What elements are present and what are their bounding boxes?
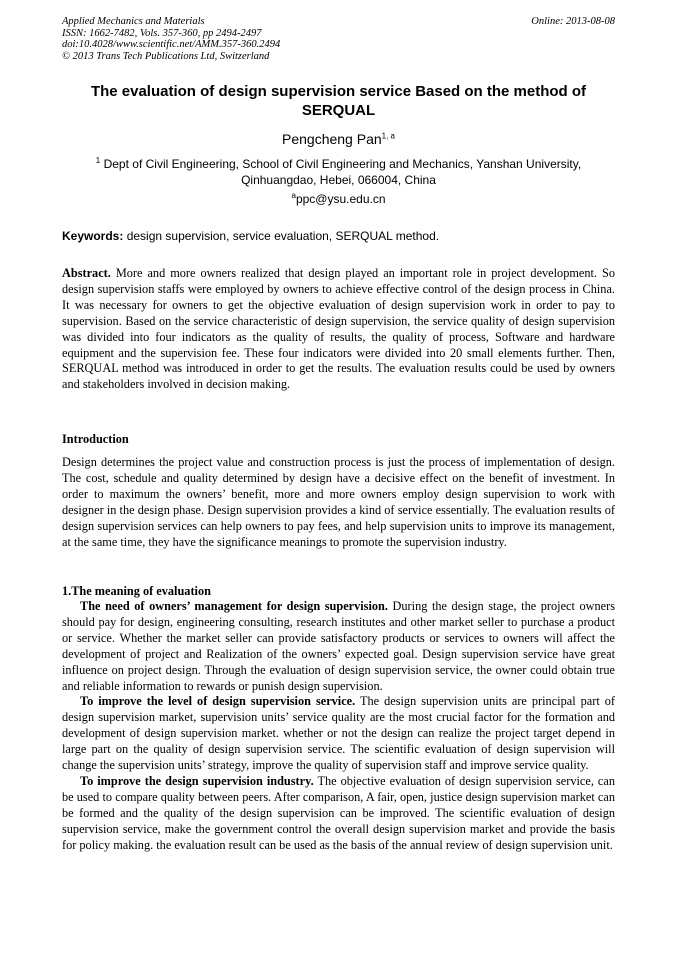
keywords-text: design supervision, service evaluation, SERQUAL method. xyxy=(123,229,440,243)
paper-title: The evaluation of design supervision service Based on the method of SERQUAL xyxy=(90,83,587,119)
paragraph-lead: The need of owners’ management for design supervision. xyxy=(80,599,388,613)
affiliation-superscript: 1 xyxy=(95,156,101,165)
section-1-paragraph xyxy=(62,694,615,774)
paragraph-lead: To improve the level of design supervision service. xyxy=(80,694,356,709)
affiliation xyxy=(62,156,615,188)
section-1-heading: 1.The meaning of evaluation xyxy=(62,584,211,598)
section-1-body xyxy=(62,599,615,854)
affiliation-text: Dept of Civil Engineering, School of Civil Engineering and Mechanics, Yanshan University, Qinhuangdao, Hebei, 066004, China xyxy=(103,157,582,187)
abstract-text: More and more owners realized that design played an important role in project development. So design supervision staffs were employed by owners to achieve effective control of the design process in China. It was necessary for owners to get the objective evaluation of design supervision work in order to pay to supervision. Based on the service characteristic of design supervision, the service quality of design supervision was divided into four indicators as the quality of results, the quality of process, Software and hardware equipment and the supervision fee. These four indicators were divided into 20 small elements further. Then, SERQUAL method was introduced in order to get the results. The evaluation results could be used by owners and stakeholders involved in decision making. xyxy=(62,266,615,392)
journal-name: Applied Mechanics and Materials xyxy=(62,16,205,27)
paragraph-text: During the design stage, the project owners should pay for design, engineering consulting, research institutes and other market seller to purchase a product or service. Whether the market seller can provide satisfactory products or services to owners will affect the development of project and Realization of the owners’ expected goal. Design supervision service have great influence on project design. Through the evaluation of design supervision service, the owner could obtain true and reliable information to rewards or punish design supervision. xyxy=(62,599,615,693)
paragraph-lead: To improve the design supervision industry. xyxy=(80,773,314,788)
email-superscript: a xyxy=(291,191,296,200)
journal-header xyxy=(62,16,615,62)
section-1-paragraph xyxy=(62,599,615,694)
section-1-paragraph xyxy=(62,774,615,854)
online-date: Online: 2013-08-08 xyxy=(531,16,615,27)
author-superscript: 1, a xyxy=(381,131,395,141)
copyright-line: © 2013 Trans Tech Publications Ltd, Switzerland xyxy=(62,50,270,62)
introduction-heading: Introduction xyxy=(62,432,129,446)
keywords xyxy=(62,229,615,244)
abstract xyxy=(62,266,615,393)
doi-line: doi:10.4028/www.scientific.net/AMM.357-360.2494 xyxy=(62,39,281,50)
abstract-label: Abstract. xyxy=(62,266,111,280)
email-address: ppc@ysu.edu.cn xyxy=(295,192,386,206)
keywords-label: Keywords: xyxy=(62,229,124,243)
introduction-paragraph: Design determines the project value and construction process is just the process of implementation of design. The cost, schedule and quality determined by design have a decisive effect on the benefit of investment. In order to maximum the owners’ benefit, more and more owners employ design supervision to work with designer in the design phase. Design supervision provides a kind of service essentially. The evaluation results of design supervision services can help owners to pay fees, and help supervision units to improve its management, at the same time, they have the significance meanings to promote the supervision industry. xyxy=(62,455,615,549)
author-line xyxy=(62,131,615,148)
author-email xyxy=(62,192,615,207)
paragraph-text: The objective evaluation of design supervision service, can be used to compare quality between peers. After comparison, A fair, open, justice design supervision market can be formed and the quality of the design supervision can be improved. The scientific evaluation of design supervision service, make the government control the overall design supervision market and provide the basis for policy making. the evaluation result can be used as the basis of the annual review of design supervision unit. xyxy=(62,773,615,852)
author-name: Pengcheng Pan xyxy=(282,131,382,147)
issn-line: ISSN: 1662-7482, Vols. 357-360, pp 2494-2497 xyxy=(62,27,262,39)
paragraph-text: The design supervision units are principal part of design supervision market, supervision units’ service quality are the most crucial factor for the formation and development of design supervision market. whether or not the design can realize the project target depend in large part on the quality of design supervision service. The scientific evaluation of design supervision will change the supervision units’ strategy, improve the quality of supervision staff and improve service quality. xyxy=(62,694,615,773)
